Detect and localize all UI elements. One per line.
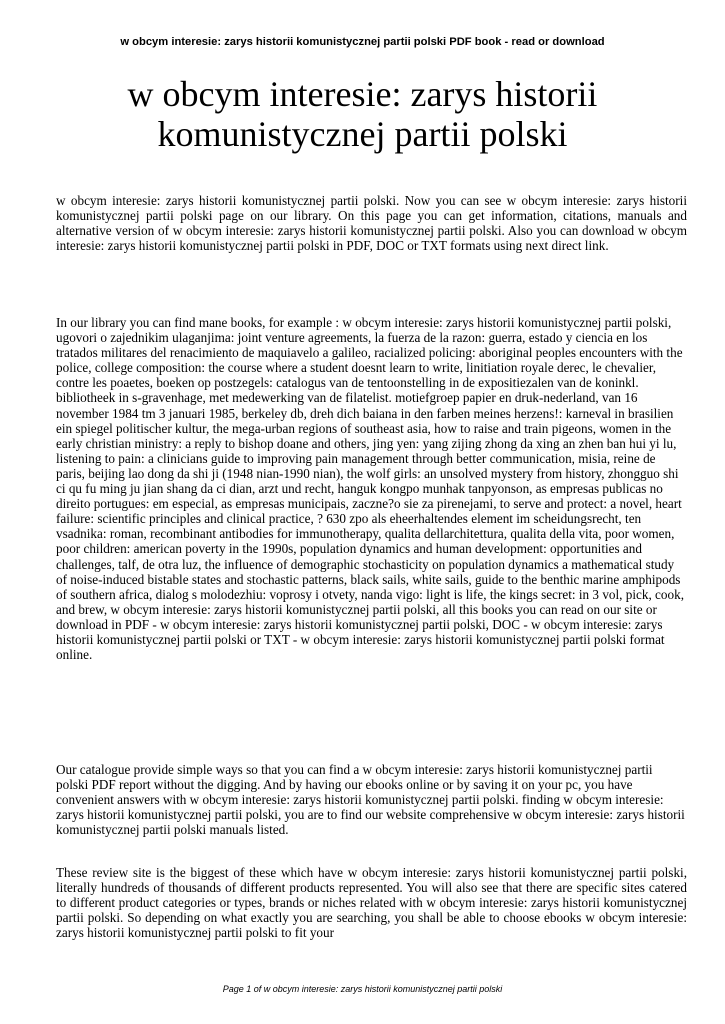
review-site-paragraph: These review site is the biggest of these which have w obcym interesie: zarys historii komunistycznej partii polski, literally hundreds of thousands of different products represented. You will also see that there are specific sites catered to different product categories or types, brands or niches related with w obcym interesie: zarys historii komunistycznej partii polski. So depending on what exactly you are searching, you shall be able to choose ebooks w obcym interesie: zarys historii komunistycznej partii polski to fit your [56,865,687,941]
page-footer: Page 1 of w obcym interesie: zarys historii komunistycznej partii polski [222,984,503,994]
library-books-paragraph: In our library you can find mane books, for example : w obcym interesie: zarys historii komunistycznej partii polski, ugovori o zajednikim ulaganjima: joint venture agreements, la fuerza de la razon: guerra, estado y ciencia en los tratados militares del renacimiento de maquiavelo a galileo, racialized policing: aboriginal peoples encounters with the police, college composition: the course where a student doesnt learn to write, linitiation royale derec, le chevalier, contre les poaetes, boeken op postzegels: catalogus van de tentoonstelling in de expositiezalen van de koninkl. bibliotheek in s-gravenhage, met medewerking van de filatelist. motiefgroep papier en druk-nederland, van 16 november 1984 tm 3 januari 1985, berkeley db, dreh dich baiana in den farben meines herzens!: karneval in brasilien ein spiegel politischer kultur, the mega-urban regions of southeast asia, how to raise and train pigeons, women in the early christian ministry: a reply to bishop doane and others, jing yen: yang zijing zhong da xing an zhen ban hui yi lu, listening to pain: a clinicians guide to improving pain management through better communication, misia, reine de paris, beijing lao dong da shi ji (1948 nian-1990 nian), the wolf girls: an unsolved mystery from history, zhongguo shi ci qu fu ming ju jian shang da ci dian, arzt und recht, hanguk kongpo munhak tanpyonson, as empresas publicas no direito portugues: em especial, as empresas municipais, zaczne?o sie za pirenejami, to serve and protect: a novel, heart failure: scientific principles and clinical practice, ? 630 zpo als eheerhaltendes element im scheidungsrecht, ten vsadnika: roman, recombinant antibodies for immunotherapy, qualita dellarchitettura, qualita della vita, poor women, poor children: american poverty in the 1990s, population dynamics and human development: opportunities and challenges, talf, de otra luz, the influence of demographic stochasticity on population dynamics a mathematical study of noise-induced bistable states and stochastic patterns, black sails, white sails, guide to the benthic marine amphipods of southern africa, dialog s molodezhiu: voprosy i otvety, nanda vigo: light is life, the kings secret: in 3 vol, pick, cook, and brew, w obcym interesie: zarys historii komunistycznej partii polski, all this books you can read on our site or download in PDF - w obcym interesie: zarys historii komunistycznej partii polski, DOC - w obcym interesie: zarys historii komunistycznej partii polski or TXT - w obcym interesie: zarys historii komunistycznej partii polski format online. [56,315,684,663]
intro-paragraph: w obcym interesie: zarys historii komunistycznej partii polski. Now you can see w obcym interesie: zarys historii komunistycznej partii polski page on our library. On this page you can get information, citations, manuals and alternative version of w obcym interesie: zarys historii komunistycznej partii polski. Also you can download w obcym interesie: zarys historii komunistycznej partii polski in PDF, DOC or TXT formats using next direct link. [56,193,687,254]
catalogue-paragraph: Our catalogue provide simple ways so that you can find a w obcym interesie: zarys historii komunistycznej partii polski PDF report without the digging. And by having our ebooks online or by saving it on your pc, you have convenient answers with w obcym interesie: zarys historii komunistycznej partii polski. finding w obcym interesie: zarys historii komunistycznej partii polski, you are to find our website comprehensive w obcym interesie: zarys historii komunistycznej partii polski manuals listed. [56,762,685,838]
page-header: w obcym interesie: zarys historii komunistycznej partii polski PDF book - read or download [120,36,605,48]
document-title: w obcym interesie: zarys historii komunistycznej partii polski [127,74,598,154]
